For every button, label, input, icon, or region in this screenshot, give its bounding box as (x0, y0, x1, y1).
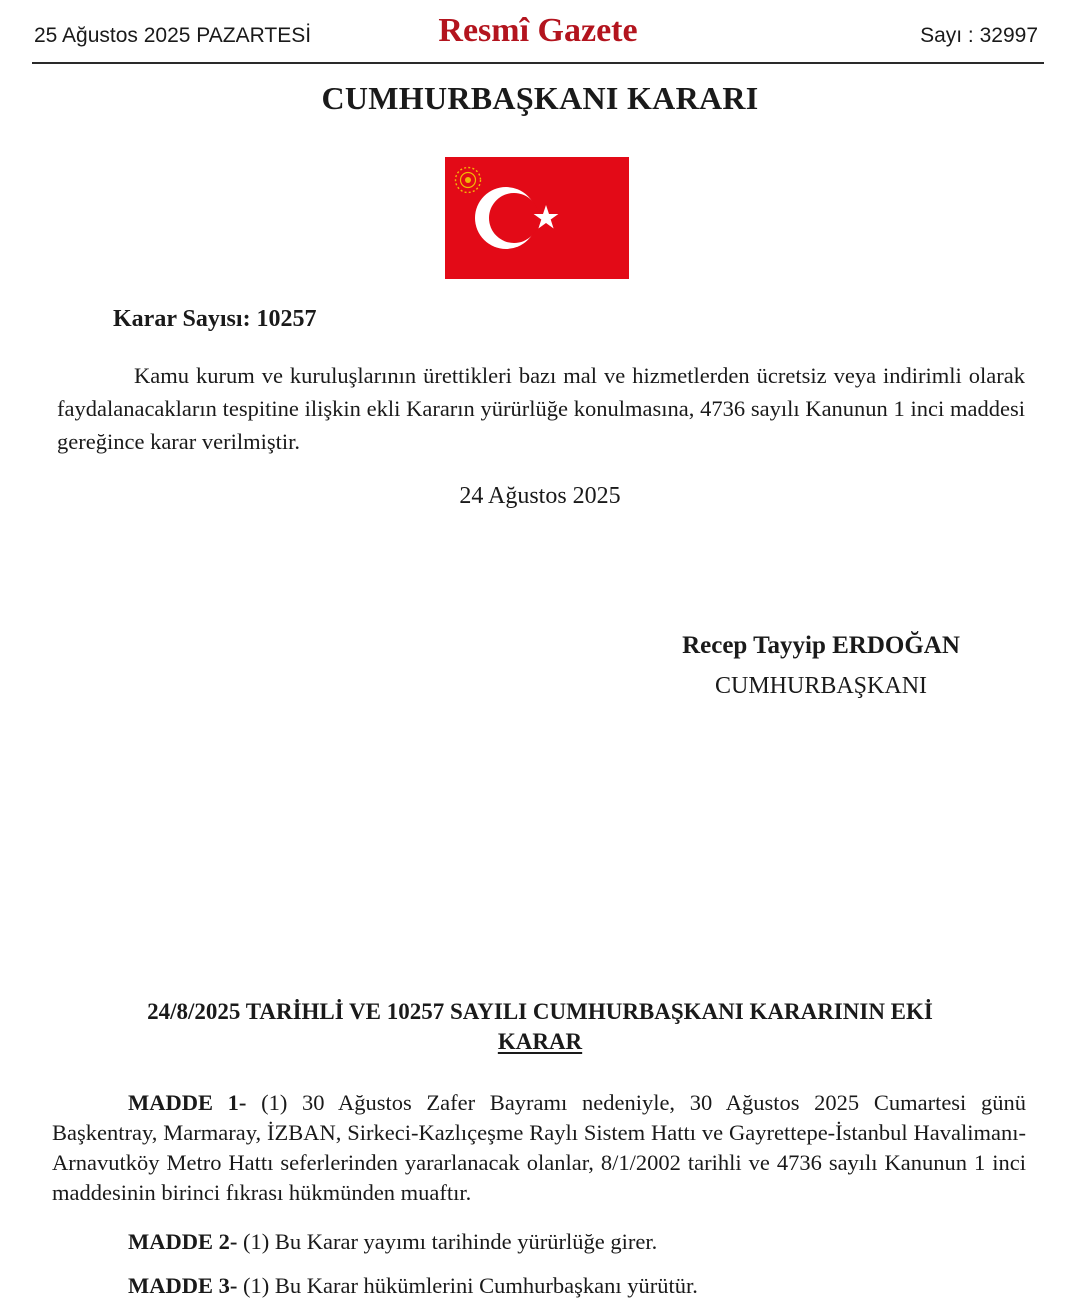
decision-number: Karar Sayısı: 10257 (113, 306, 317, 332)
header-date: 25 Ağustos 2025 PAZARTESİ (34, 24, 312, 47)
gazette-header (32, 10, 1044, 64)
article-2-text: (1) Bu Karar yayımı tarihinde yürürlüğe girer. (237, 1229, 658, 1254)
decision-date: 24 Ağustos 2025 (459, 483, 621, 509)
signatory-name: Recep Tayyip ERDOĞAN (682, 632, 960, 659)
signatory-title: CUMHURBAŞKANI (714, 673, 928, 699)
annex-heading-line1: 24/8/2025 TARİHLİ VE 10257 SAYILI CUMHURBAŞKANI KARARININ EKİ (147, 999, 933, 1024)
article-1-text: (1) 30 Ağustos Zafer Bayramı nedeniyle, 30 Ağustos 2025 Cumartesi günü Başkentray, Marmaray, İZBAN, Sirkeci-Kazlıçeşme Raylı Sistem Hattı ve Gayrettepe-İstanbul Havalimanı-Arnavutköy Metro Hattı seferlerinden yararlanacak olanlar, 8/1/2002 tarihli ve 4736 sayılı Kanunun 1 inci maddesinin birinci fıkrası hükmünden muaftır. (52, 1090, 1026, 1205)
document-title: CUMHURBAŞKANI KARARI (321, 80, 759, 116)
issue-number: Sayı : 32997 (920, 24, 1038, 47)
article-1 (52, 1088, 1026, 1208)
annex-heading (60, 997, 1020, 1057)
intro-paragraph: Kamu kurum ve kuruluşlarının ürettikleri bazı mal ve hizmetlerden ücretsiz veya indirimli olarak faydalanacakların tespitine ilişkin ekli Kararın yürürlüğe konulmasına, 4736 sayılı Kanunun 1 inci maddesi gereğince karar verilmiştir. (57, 363, 1025, 454)
annex-heading-line2: KARAR (497, 1029, 583, 1054)
gazette-masthead: Resmî Gazete (438, 12, 638, 49)
turkish-flag-icon (445, 157, 629, 279)
article-1-label: MADDE 1- (128, 1090, 247, 1115)
article-3-label: MADDE 3- (128, 1273, 238, 1298)
article-3-text: (1) Bu Karar hükümlerini Cumhurbaşkanı yürütür. (237, 1273, 698, 1298)
article-2-label: MADDE 2- (128, 1229, 238, 1254)
article-2 (52, 1225, 1026, 1258)
article-3 (52, 1269, 1026, 1302)
